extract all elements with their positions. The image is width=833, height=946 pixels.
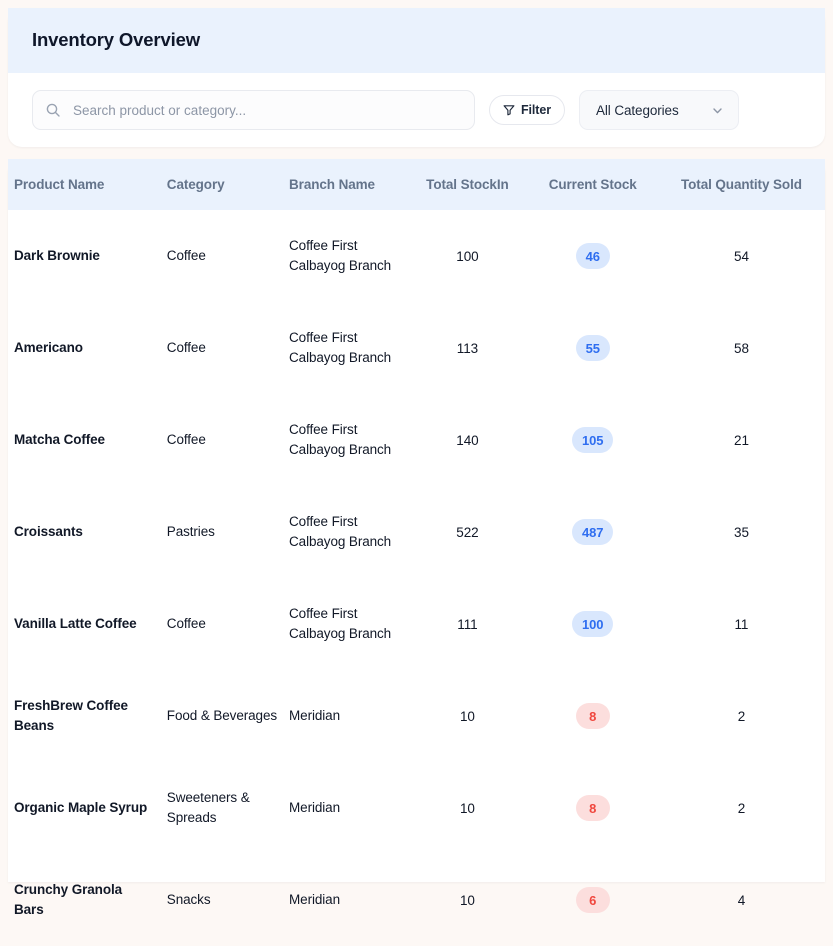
- cell-total-quantity-sold: 11: [734, 616, 749, 632]
- category-select[interactable]: [579, 90, 739, 130]
- column-header-total-quantity-sold[interactable]: Total Quantity Sold: [658, 159, 825, 210]
- column-header-branch-name[interactable]: Branch Name: [283, 159, 407, 210]
- cell-branch-name: Coffee First Calbayog Branch: [289, 329, 392, 365]
- cell-total-stockin: 140: [456, 432, 479, 448]
- current-stock-badge: 6: [576, 887, 610, 913]
- cell-category: Food & Beverages: [166, 707, 278, 723]
- cell-branch-name: Meridian: [289, 707, 341, 723]
- cell-branch-name: Coffee First Calbayog Branch: [289, 421, 392, 457]
- current-stock-badge: 105: [572, 427, 613, 453]
- cell-product-name: Croissants: [14, 523, 83, 539]
- search-box[interactable]: [32, 90, 475, 130]
- cell-category: Coffee: [166, 615, 206, 631]
- cell-product-name: Crunchy Granola Bars: [14, 881, 123, 917]
- cell-current-stock: [528, 210, 658, 302]
- cell-total-stockin: 10: [460, 708, 475, 724]
- filter-button-label: Filter: [521, 103, 551, 117]
- cell-total-quantity-sold: 21: [734, 432, 749, 448]
- cell-total-quantity-sold: 54: [734, 248, 749, 264]
- cell-category: Coffee: [166, 339, 206, 355]
- table-row[interactable]: [8, 854, 825, 946]
- table-header: [8, 159, 825, 210]
- current-stock-badge: 100: [572, 611, 613, 637]
- cell-total-quantity-sold: 4: [737, 892, 746, 908]
- cell-category: Snacks: [166, 891, 211, 907]
- cell-total-quantity-sold: 2: [737, 800, 746, 816]
- table-row[interactable]: [8, 578, 825, 670]
- current-stock-badge: 487: [572, 519, 613, 545]
- cell-branch-name: Coffee First Calbayog Branch: [289, 605, 392, 641]
- search-icon: [45, 102, 61, 118]
- cell-product-name: Organic Maple Syrup: [14, 799, 148, 815]
- chevron-down-icon: [711, 104, 724, 117]
- table-row[interactable]: [8, 670, 825, 762]
- cell-total-stockin: 113: [456, 340, 479, 356]
- toolbar: [8, 73, 825, 147]
- table-row[interactable]: [8, 486, 825, 578]
- column-header-current-stock[interactable]: Current Stock: [528, 159, 658, 210]
- cell-category: Sweeteners & Spreads: [166, 789, 250, 825]
- cell-product-name: Americano: [14, 339, 83, 355]
- current-stock-badge: 8: [576, 703, 610, 729]
- inventory-table-card: [8, 159, 825, 917]
- cell-current-stock: [528, 762, 658, 854]
- cell-current-stock: [528, 578, 658, 670]
- search-input[interactable]: [73, 91, 462, 129]
- cell-total-stockin: 10: [460, 892, 475, 908]
- cell-total-quantity-sold: 2: [737, 708, 746, 724]
- cell-current-stock: [528, 854, 658, 946]
- cell-category: Coffee: [166, 247, 206, 263]
- cell-product-name: Vanilla Latte Coffee: [14, 615, 137, 631]
- column-header-product-name[interactable]: Product Name: [8, 159, 161, 210]
- table-body: [8, 210, 825, 946]
- current-stock-badge: 46: [576, 243, 610, 269]
- cell-total-quantity-sold: 58: [734, 340, 749, 356]
- funnel-icon: [503, 104, 515, 116]
- cell-current-stock: [528, 394, 658, 486]
- current-stock-badge: 55: [576, 335, 610, 361]
- cell-branch-name: Meridian: [289, 891, 341, 907]
- cell-branch-name: Meridian: [289, 799, 341, 815]
- category-select-value: All Categories: [595, 102, 679, 118]
- filter-button[interactable]: [489, 95, 565, 125]
- cell-branch-name: Coffee First Calbayog Branch: [289, 237, 392, 273]
- table-row[interactable]: [8, 210, 825, 302]
- cell-total-stockin: 522: [456, 524, 479, 540]
- cell-category: Pastries: [166, 523, 215, 539]
- title-band: [8, 8, 825, 73]
- cell-total-stockin: 100: [456, 248, 479, 264]
- page-title: Inventory Overview: [32, 29, 200, 51]
- cell-total-stockin: 10: [460, 800, 475, 816]
- cell-product-name: Matcha Coffee: [14, 431, 105, 447]
- table-row[interactable]: [8, 302, 825, 394]
- current-stock-badge: 8: [576, 795, 610, 821]
- cell-product-name: Dark Brownie: [14, 247, 100, 263]
- column-header-category[interactable]: Category: [161, 159, 283, 210]
- table-header-row: [8, 159, 825, 210]
- inventory-header-card: [8, 8, 825, 147]
- column-header-total-stockin[interactable]: Total StockIn: [407, 159, 527, 210]
- inventory-table: [8, 159, 825, 946]
- cell-total-quantity-sold: 35: [734, 524, 749, 540]
- cell-current-stock: [528, 486, 658, 578]
- cell-branch-name: Coffee First Calbayog Branch: [289, 513, 392, 549]
- cell-total-stockin: 111: [457, 616, 478, 632]
- cell-current-stock: [528, 670, 658, 762]
- cell-product-name: FreshBrew Coffee Beans: [14, 697, 128, 733]
- cell-category: Coffee: [166, 431, 206, 447]
- cell-current-stock: [528, 302, 658, 394]
- table-row[interactable]: [8, 762, 825, 854]
- table-row[interactable]: [8, 394, 825, 486]
